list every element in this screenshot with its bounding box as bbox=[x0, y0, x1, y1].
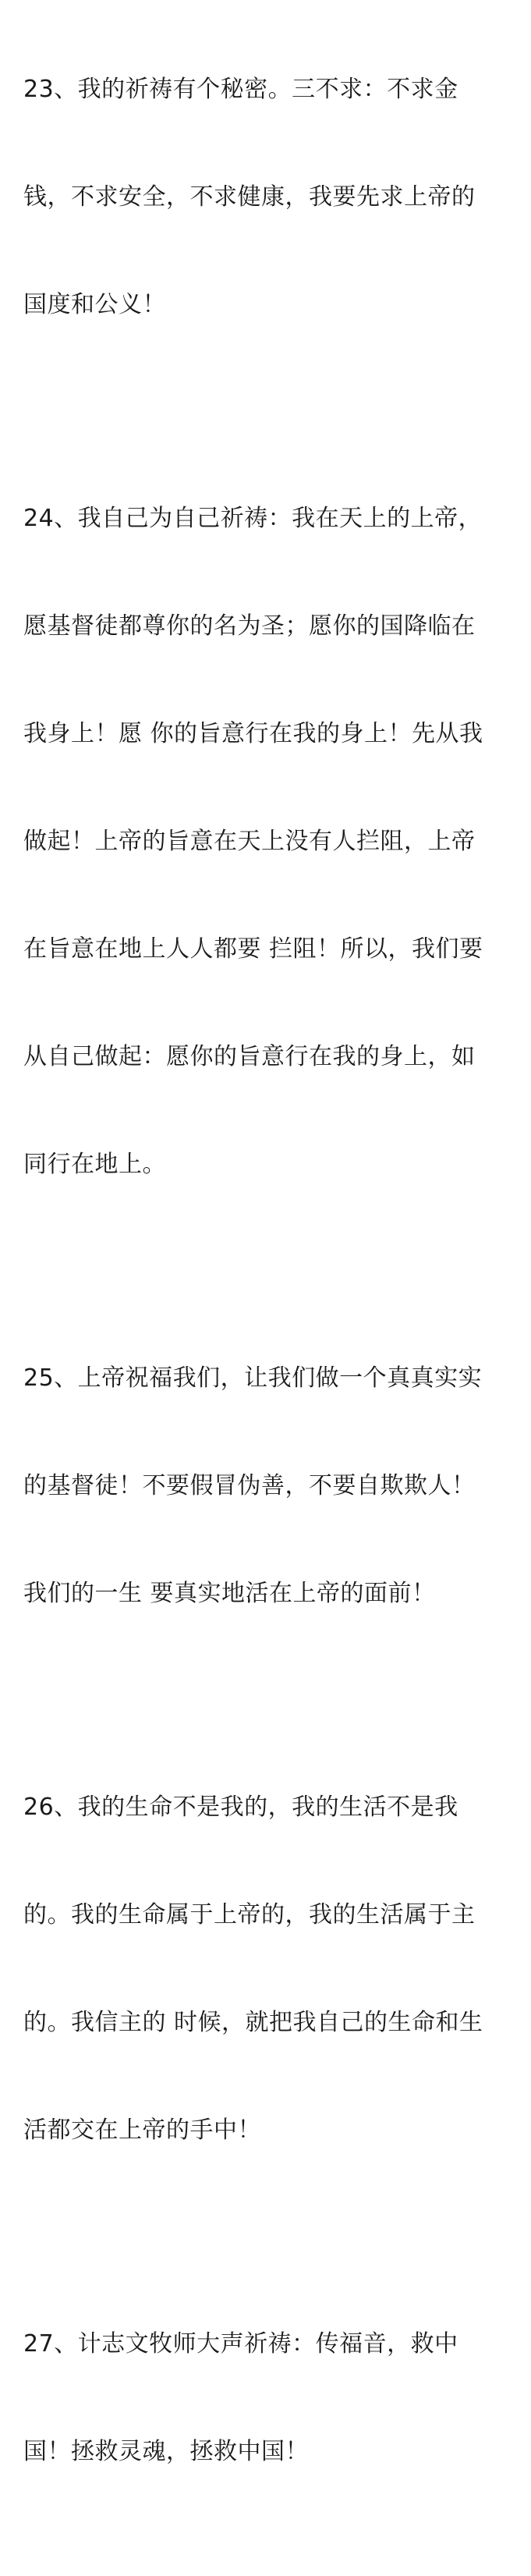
text-line: 27、计志文牧师大声祈祷：传福音，救中 bbox=[23, 2330, 458, 2358]
text-line: 我们的一生 要真实地活在上帝的面前！ bbox=[23, 1580, 436, 1607]
article-body bbox=[23, 0, 515, 2576]
text-line: 活都交在上帝的手中！ bbox=[23, 2117, 261, 2144]
text-line: 愿基督徒都尊你的名为圣；愿你的国降临在 bbox=[23, 612, 476, 640]
text-line: 23、我的祈祷有个秘密。三不求：不求金 bbox=[23, 76, 458, 103]
text-line: 同行在地上。 bbox=[23, 1151, 166, 1178]
text-line: 国！拯救灵魂，拯救中国！ bbox=[23, 2438, 309, 2465]
text-line: 的。我的生命属于上帝的，我的生活属于主 bbox=[23, 1901, 476, 1928]
text-line: 我身上！愿 你的旨意行在我的身上！先从我 bbox=[23, 720, 483, 747]
text-line: 在旨意在地上人人都要 拦阻！所以，我们要 bbox=[23, 935, 483, 963]
paragraph-24 bbox=[23, 429, 515, 1254]
text-line: 24、我自己为自己祈祷：我在天上的上帝， bbox=[23, 505, 483, 532]
text-line: 25、上帝祝福我们，让我们做一个真真实实 bbox=[23, 1364, 483, 1392]
text-line: 的基督徒！不要假冒伪善，不要自欺欺人！ bbox=[23, 1472, 476, 1499]
paragraph-23 bbox=[23, 0, 515, 395]
text-line: 的。我信主的 时候，就把我自己的生命和生 bbox=[23, 2009, 483, 2036]
paragraph-25 bbox=[23, 1289, 515, 1684]
text-line: 做起！上帝的旨意在天上没有人拦阻，上帝 bbox=[23, 828, 476, 855]
text-line: 国度和公义！ bbox=[23, 291, 166, 318]
text-line: 从自己做起：愿你的旨意行在我的身上，如 bbox=[23, 1043, 476, 1070]
text-line: 26、我的生命不是我的，我的生活不是我 bbox=[23, 1794, 458, 1821]
paragraph-26 bbox=[23, 1718, 515, 2220]
text-line: 钱，不求安全，不求健康，我要先求上帝的 bbox=[23, 183, 476, 211]
paragraph-27 bbox=[23, 2255, 515, 2542]
